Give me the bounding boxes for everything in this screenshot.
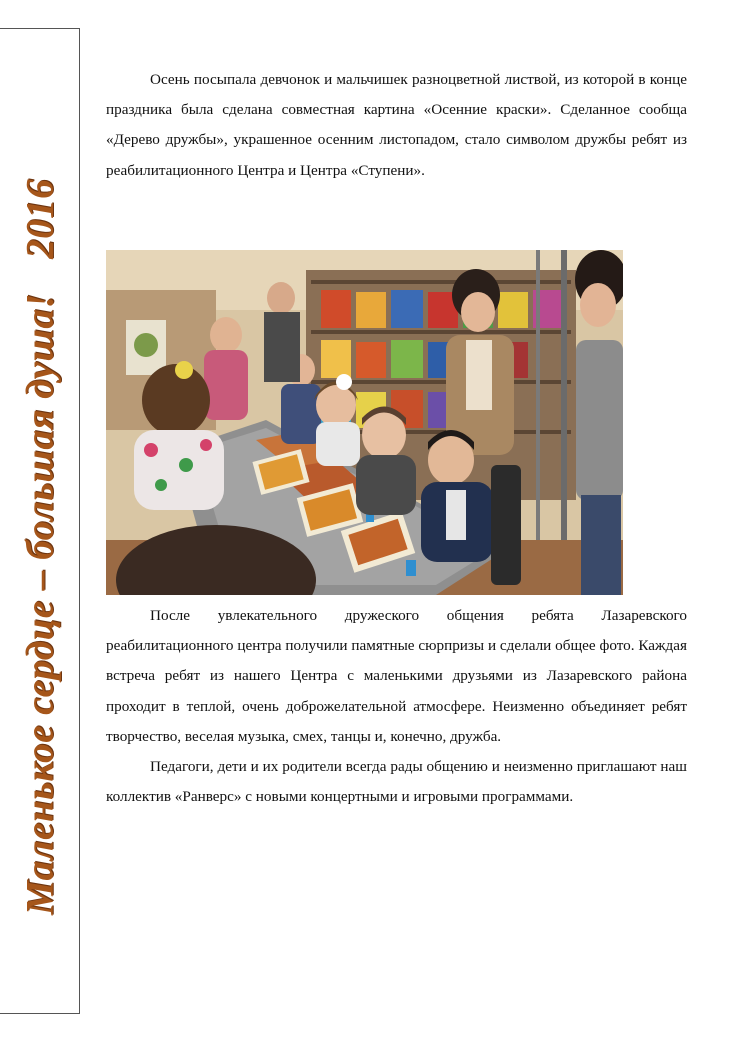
article-top — [106, 65, 687, 186]
sidebar-year: 2016 — [18, 178, 62, 259]
sidebar-frame — [0, 28, 80, 1014]
sidebar-title — [18, 179, 63, 915]
adult-woman-right — [575, 250, 623, 595]
sidebar-title-text: Маленькое сердце – большая душа! — [18, 292, 62, 916]
paragraph-3: Педагоги, дети и их родители всегда рады общению и неизменно приглашают наш коллектив «Ранверс» с новыми концертными и игровыми программами. — [106, 758, 687, 806]
event-photo-illustration — [106, 250, 623, 595]
article-bottom — [106, 601, 687, 812]
paragraph-2: После увлекательного дружеского общения ребята Лазаревского реабилитационного центра получили памятные сюрпризы и сделали общее фото. Каждая встреча ребят из нашего Центра с маленькими друзьями из Лазаревского района проходит в теплой, очень доброжелательной атмосфере. Неизменно объединяет ребят творчество, веселая музыка, смех, танцы и, конечно, дружба. — [106, 607, 687, 745]
event-photo — [106, 250, 623, 595]
paragraph-1: Осень посыпала девчонок и мальчишек разноцветной листвой, из которой в конце праздника была сделана совместная картина «Осенние краски». Сделанное сообща «Дерево дружбы», украшенное осенним листопадом, стало символом дружбы ребят из реабилитационного Центра и Центра «Ступени». — [106, 71, 687, 179]
